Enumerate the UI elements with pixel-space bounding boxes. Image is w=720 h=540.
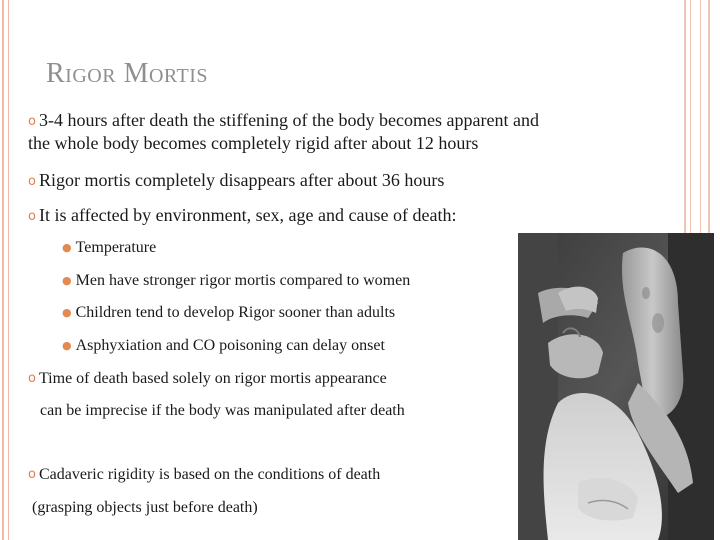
bullet-dot-icon: ● xyxy=(62,306,72,319)
bullet-circle-icon: o xyxy=(28,209,36,224)
bullet-text: Cadaveric rigidity is based on the conditions of death xyxy=(38,466,381,483)
bullet-text: Rigor mortis completely disappears after about 36 hours xyxy=(38,170,445,190)
bullet-circle-icon: o xyxy=(28,371,36,386)
bullet-dot-icon: ● xyxy=(62,274,72,287)
bullet-circle-icon: o xyxy=(28,114,36,129)
sub-bullet-text: Temperature xyxy=(75,239,157,256)
sub-bullet-item xyxy=(62,304,395,322)
rigor-mortis-photo xyxy=(518,233,714,540)
bullet-dot-icon: ● xyxy=(62,339,72,352)
bullet-item xyxy=(28,466,380,484)
bullet-item-continuation: can be imprecise if the body was manipulated after death xyxy=(40,402,405,419)
bullet-text: 3-4 hours after death the stiffening of the body becomes apparent and xyxy=(38,110,539,130)
bullet-dot-icon: ● xyxy=(62,241,72,254)
bullet-text: It is affected by environment, sex, age and cause of death: xyxy=(38,205,457,225)
bullet-item xyxy=(28,205,456,226)
left-border-line-inner xyxy=(8,0,9,540)
bullet-item xyxy=(28,370,387,388)
slide-title: Rigor Mortis xyxy=(46,58,209,89)
bullet-item-continuation: the whole body becomes completely rigid after about 12 hours xyxy=(28,133,479,153)
bullet-item-continuation: (grasping objects just before death) xyxy=(32,499,258,516)
sub-bullet-item xyxy=(62,272,410,290)
bullet-item xyxy=(28,170,444,191)
sub-bullet-text: Asphyxiation and CO poisoning can delay onset xyxy=(75,337,385,354)
sub-bullet-text: Children tend to develop Rigor sooner than adults xyxy=(75,304,396,321)
bullet-item xyxy=(28,110,539,131)
left-border-line xyxy=(2,0,4,540)
bullet-circle-icon: o xyxy=(28,174,36,189)
sub-bullet-item xyxy=(62,337,385,355)
sub-bullet-text: Men have stronger rigor mortis compared to women xyxy=(75,272,411,289)
sub-bullet-item xyxy=(62,239,156,257)
bullet-circle-icon: o xyxy=(28,467,36,482)
bullet-text: Time of death based solely on rigor mortis appearance xyxy=(38,370,387,387)
